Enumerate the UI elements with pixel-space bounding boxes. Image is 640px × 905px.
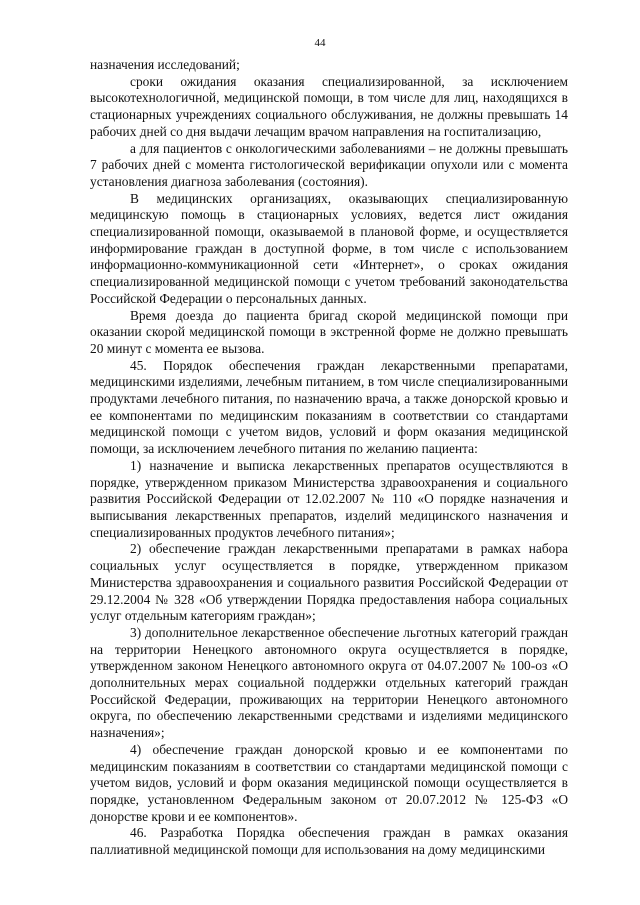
paragraph-6: 1) назначение и выписка лекарственных препаратов осуществляются в порядке, утвержденном приказом Министерства здравоохранения и социального развития Российской Федерации от 12.02.2007 № 110 «О порядке назначения и выписывания лекарственных препаратов, изделий медицинского назначения и специализированных продуктов лечебного питания»; [90,457,568,540]
paragraph-1: сроки ожидания оказания специализированной, за исключением высокотехнологичной, медицинской помощи, в том числе для лиц, находящихся в стационарных учреждениях социального обслуживания, не должны превышать 14 рабочих дней со дня выдачи лечащим врачом направления на госпитализацию, [90,73,568,139]
paragraph-2: а для пациентов с онкологическими заболеваниями – не должны превышать 7 рабочих дней с момента гистологической верификации опухоли или с момента установления диагноза заболевания (состояния). [90,140,568,189]
paragraph-10: 46. Разработка Порядка обеспечения граждан в рамках оказания паллиативной медицинской помощи для использования на дому медицинскими [90,825,568,858]
paragraph-9: 4) обеспечение граждан донорской кровью и ее компонентами по медицинским показаниям в соответствии со стандартами медицинской помощи с учетом видов, условий и форм оказания медицинской помощи осуществляется в порядке, установленном Федеральным законом от 20.07.2012 № 125-ФЗ «О донорстве крови и ее компонентов». [90,741,568,824]
paragraph-4: Время доезда до пациента бригад скорой медицинской помощи при оказании скорой медицинской помощи в экстренной форме не должно превышать 20 минут с момента ее вызова. [90,307,568,356]
paragraph-8: 3) дополнительное лекарственное обеспечение льготных категорий граждан на территории Ненецкого автономного округа осуществляется в порядке, утвержденном законом Ненецкого автономного округа от 04.07.2007 № 100-оз «О дополнительных мерах социальной поддержки отдельных категорий граждан Российской Федерации, проживающих на территории Ненецкого автономного округа, по обеспечению лекарственными средствами и изделиями медицинского назначения»; [90,624,568,741]
paragraph-7: 2) обеспечение граждан лекарственными препаратами в рамках набора социальных услуг осуществляется в порядке, утвержденном приказом Министерства здравоохранения и социального развития Российской Федерации от 29.12.2004 № 328 «Об утверждении Порядка предоставления набора социальных услуг отдельным категориям граждан»; [90,541,568,624]
page-number: 44 [314,37,326,49]
paragraph-5: 45. Порядок обеспечения граждан лекарственными препаратами, медицинскими изделиями, лечебным питанием, в том числе специализированными продуктами лечебного питания, по назначению врача, а также донорской кровью и ее компонентами по медицинским показаниям в соответствии со стандартами медицинской помощи с учетом видов, условий и форм оказания медицинской помощи, за исключением лечебного питания по желанию пациента: [90,357,568,457]
paragraph-3: В медицинских организациях, оказывающих специализированную медицинскую помощь в стационарных условиях, ведется лист ожидания специализированной помощи, оказываемой в плановой форме, и осуществляется информирование граждан в доступной форме, в том числе с использованием информационно-коммуникационной сети «Интернет», о сроках ожидания специализированной медицинской помощи с учетом требований законодательства Российской Федерации о персональных данных. [90,190,568,306]
document-body [90,57,568,859]
paragraph-0: назначения исследований; [90,57,240,72]
